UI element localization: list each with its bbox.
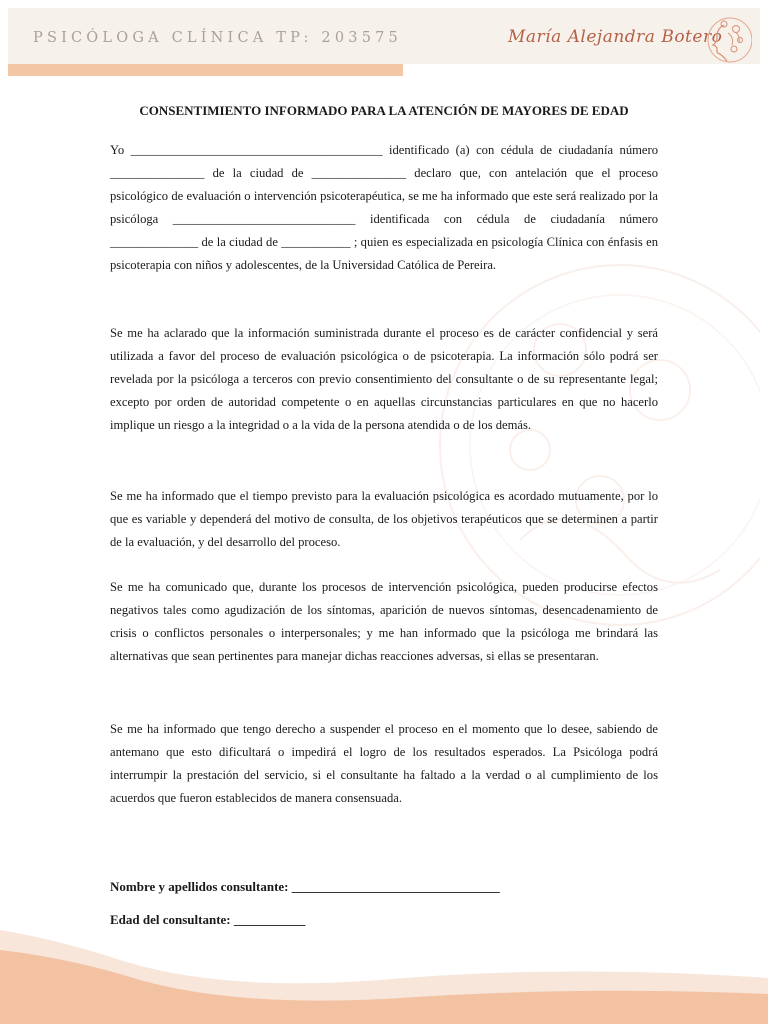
floral-face-logo-icon <box>694 13 752 67</box>
age-field-label: Edad del consultante: ___________ <box>110 912 306 927</box>
signature-text: María Alejandra Botero <box>508 27 723 47</box>
consent-paragraph-duration: Se me ha informado que el tiempo previsto para la evaluación psicológica es acordado mutuamente, por lo que es variable y dependerá del motivo de consulta, de los objetivos terapéuticos que se determinen a partir de la evaluación, y del desarrollo del proceso. <box>110 489 658 549</box>
consent-paragraph-risks: Se me ha comunicado que, durante los procesos de intervención psicológica, pueden producirse efectos negativos tales como agudización de los síntomas, aparición de nuevos síntomas, desencadenamiento de crisis o conflictos personales o interpersonales; y me han informado que la psicóloga me brindará las alternativas que sean pertinentes para manejar dichas reacciones adversas, si ellas se presentaran. <box>110 580 658 663</box>
header-title: PSICÓLOGA CLÍNICA TP: 203575 <box>33 30 402 46</box>
consent-paragraph-withdrawal: Se me ha informado que tengo derecho a suspender el proceso en el momento que lo desee, sabiendo de antemano que esto dificultará o impedirá el logro de los resultados esperados. La Psicóloga podrá interrumpir la prestación del servicio, si el consultante ha faltado a la verdad o al cumplimiento de los acuerdos que fueron establecidos de manera consensuada. <box>110 722 658 805</box>
name-field-label: Nombre y apellidos consultante: ________________________________ <box>110 879 500 894</box>
consent-paragraph-identity: Yo ________________________________________ identificado (a) con cédula de ciudadanía número _______________ de la ciudad de _______________ declaro que, con antelación que el proceso psicológico de evaluación o intervención psicoterapéutica, se me ha informado que este será realizado por la psicóloga _____________________________ identificada con cédula de ciudadanía número ______________ de la ciudad de ___________ ; quien es especializada en psicología Clínica con énfasis en psicoterapia con niños y adolescentes, de la Universidad Católica de Pereira. <box>110 143 658 272</box>
consent-paragraph-confidentiality: Se me ha aclarado que la información suministrada durante el proceso es de carácter confidencial y será utilizada a favor del proceso de evaluación psicológica o de psicoterapia. La información sólo podrá ser revelada por la psicóloga a terceros con previo consentimiento del consultante o de su representante legal; excepto por orden de autoridad competente o en aquellas circunstancias particulares en que no hacerlo implique un riesgo a la integridad o a la vida de la persona atendida o de los demás. <box>110 326 658 432</box>
document-title: CONSENTIMIENTO INFORMADO PARA LA ATENCIÓN DE MAYORES DE EDAD <box>139 103 629 118</box>
header-accent-bar <box>8 64 403 76</box>
footer-wave <box>0 920 768 1024</box>
